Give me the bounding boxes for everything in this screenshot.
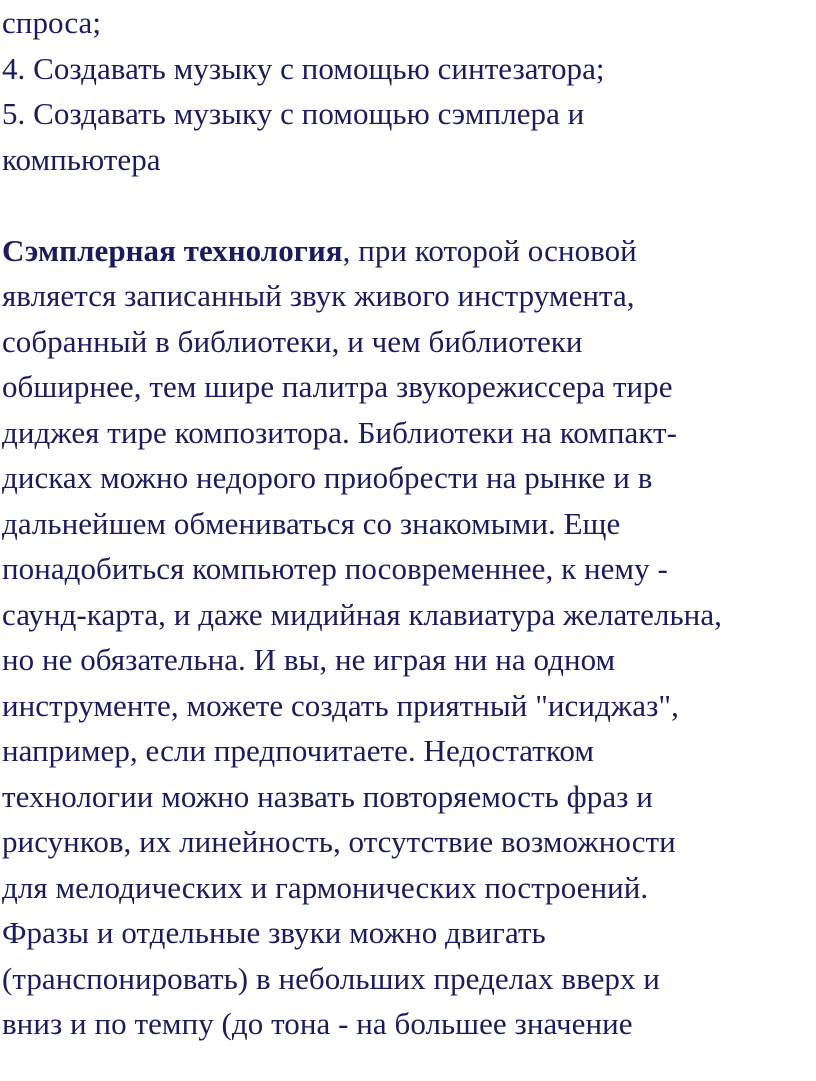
text-line-1: спроса; [2,5,101,40]
paragraph-line: является записанный звук живого инструмента, [2,278,635,313]
paragraph-line: Фразы и отдельные звуки можно двигать [2,915,546,950]
text-line-3: 5. Создавать музыку с помощью сэмплера и [2,96,585,131]
document-page [2,0,814,1047]
paragraph-line: понадобиться компьютер посовременнее, к нему - [2,551,668,586]
paragraph-line: обширнее, тем шире палитра звукорежиссера тире [2,369,673,404]
text-line-4: компьютера [2,141,161,177]
paragraph-line: например, если предпочитаете. Недостатком [2,733,595,768]
paragraph-first-line [2,228,814,274]
paragraph-line: дисках можно недорого приобрести на рынке и в [2,460,653,495]
text-line-2: 4. Создавать музыку с помощью синтезатора; [2,50,605,86]
blank-line [2,182,814,228]
paragraph-line: диджея тире композитора. Библиотеки на компакт- [2,414,677,450]
paragraph-line: для мелодических и гармонических построений. [2,869,649,905]
first-line-rest: , при которой основой [342,232,637,268]
paragraph-line: саунд-карта, и даже мидийная клавиатура желательна, [2,596,722,632]
bold-term: Сэмплерная технология [2,232,343,268]
paragraph-line: вниз и по темпу (до тона - на большее значение [2,1006,633,1041]
paragraph-line: (транспонировать) в небольших пределах вверх и [2,960,660,996]
paragraph-line: но не обязательна. И вы, не играя ни на одном [2,642,616,677]
paragraph-line: инструменте, можете создать приятный "исиджаз", [2,687,679,723]
paragraph-line: рисунков, их линейность, отсутствие возможности [2,824,676,859]
paragraph-line: собранный в библиотеки, и чем библиотеки [2,323,583,359]
paragraph-line: технологии можно назвать повторяемость фраз и [2,778,653,814]
paragraph-line: дальнейшем обмениваться со знакомыми. Еще [2,505,621,541]
